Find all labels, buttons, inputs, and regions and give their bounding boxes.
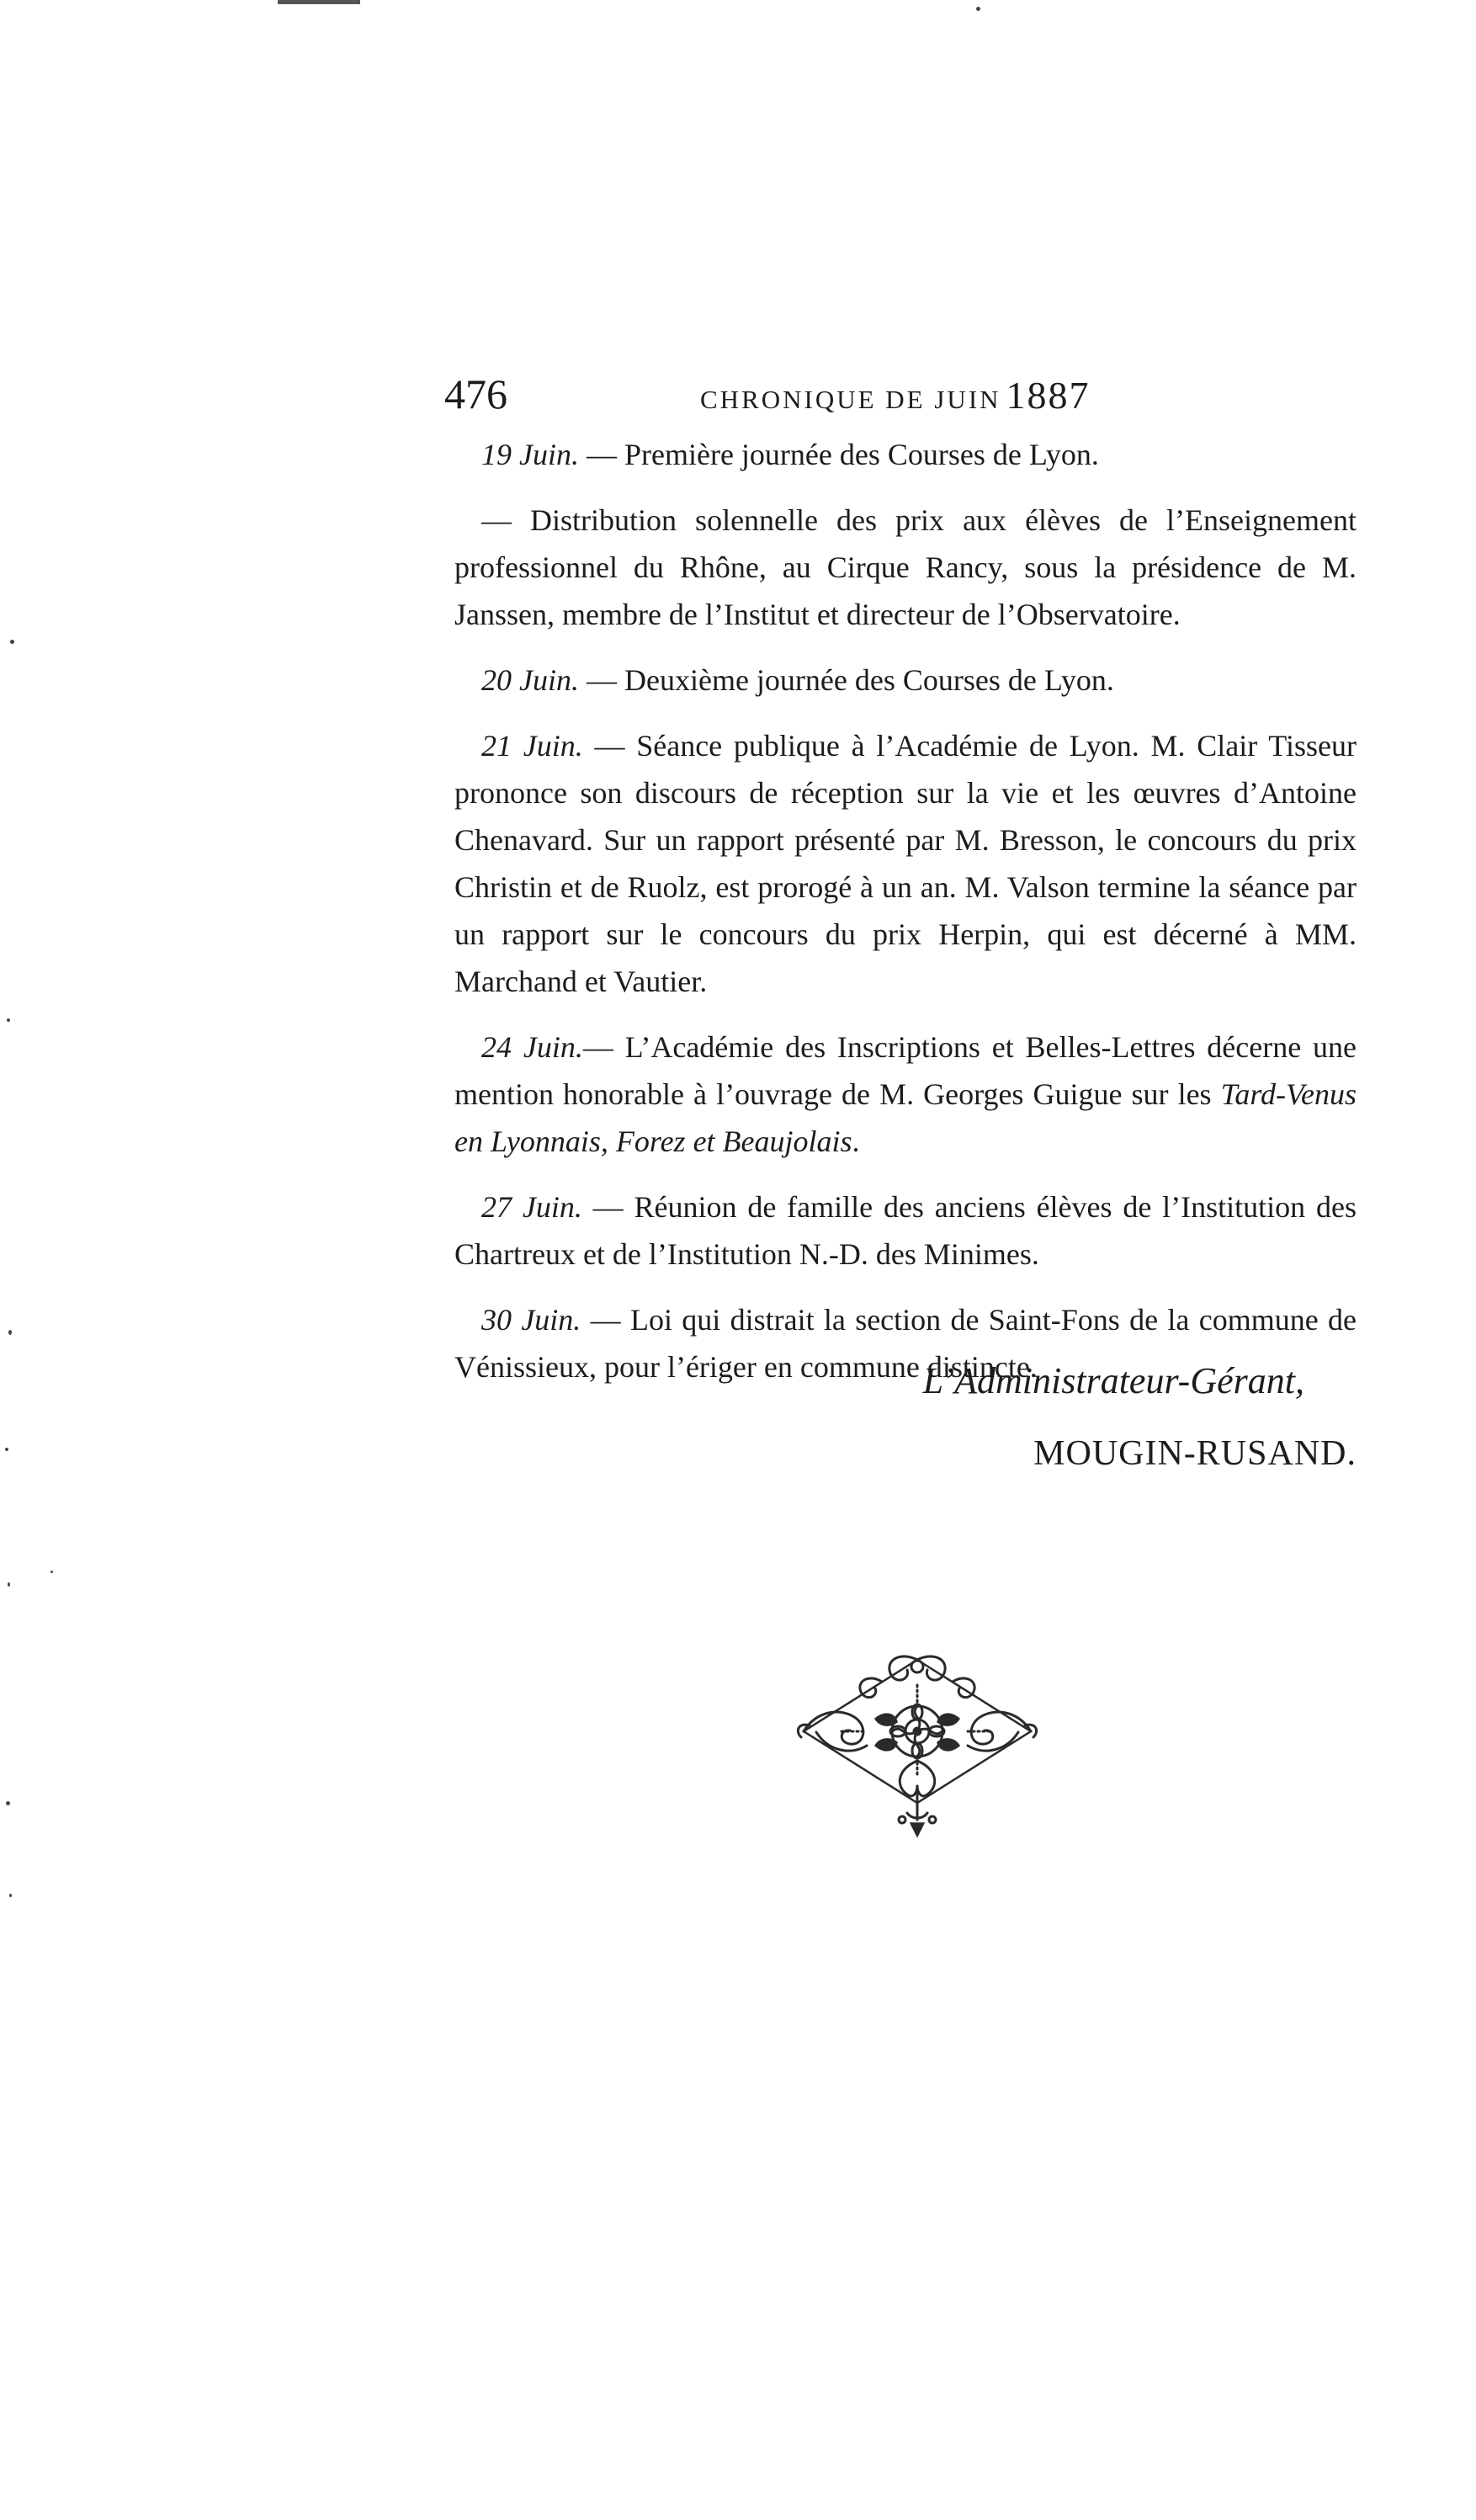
floral-ornament-icon <box>791 1651 1043 1847</box>
entry-text: — Loi qui distrait la section de Saint-Fons de la commune de Vénissieux, pour l’ériger en commune distincte. <box>454 1303 1357 1384</box>
scan-speck <box>8 1582 10 1587</box>
scan-mark <box>278 0 360 4</box>
entry-date: 24 Juin. <box>481 1030 583 1064</box>
entry-20-juin <box>454 657 1357 704</box>
entry-27-juin <box>454 1183 1357 1278</box>
scan-speck <box>9 1894 12 1897</box>
book-title: Tard-Venus en Lyonnais, Forez et Beaujolais <box>454 1077 1357 1158</box>
entry-19-juin <box>454 431 1357 478</box>
entry-24-juin <box>454 1023 1357 1165</box>
scan-speck <box>6 1801 10 1805</box>
entry-21-juin <box>454 722 1357 1005</box>
entry-19-juin-distribution <box>454 497 1357 638</box>
entry-text: — Séance publique à l’Académie de Lyon. M. Clair Tisseur prononce son discours de réception sur la vie et les œuvres d’Antoine Chenavard. Sur un rapport présenté par M. Bresson, le concours du prix Christin et de Ruolz, est prorogé à un an. M. Valson termine la séance par un rapport sur le concours du prix Herpin, qui est décerné à MM. Marchand et Vautier. <box>454 729 1357 998</box>
entry-text: — Deuxième journée des Courses de Lyon. <box>578 663 1114 697</box>
scan-speck <box>50 1571 53 1573</box>
signature-name: MOUGIN-RUSAND. <box>1033 1434 1357 1473</box>
running-title <box>700 372 1091 423</box>
entry-date: 30 Juin. <box>481 1303 581 1337</box>
scan-speck <box>976 7 980 11</box>
entry-text: — L’Académie des Inscriptions et Belles-Lettres décerne une mention honorable à l’ouvrage de M. Georges Guigue sur les <box>454 1030 1357 1111</box>
scan-speck <box>7 1018 10 1022</box>
scan-speck <box>10 640 14 644</box>
entry-date: 27 Juin. <box>481 1190 582 1224</box>
entry-text: — Distribution solennelle des prix aux élèves de l’Enseignement professionnel du Rhône, au Cirque Rancy, sous la présidence de M. Janssen, membre de l’Institut et directeur de l’Observatoire. <box>454 503 1357 631</box>
running-title-text: CHRONIQUE DE JUIN <box>700 385 1001 414</box>
entry-text: — Réunion de famille des anciens élèves de l’Institution des Chartreux et de l’Institution N.-D. des Minimes. <box>454 1190 1357 1271</box>
page-number: 476 <box>444 370 507 417</box>
entry-text: — Première journée des Courses de Lyon. <box>578 438 1099 471</box>
scan-speck <box>5 1448 8 1451</box>
scan-speck <box>8 1330 12 1335</box>
running-year: 1887 <box>1006 374 1091 417</box>
entry-date: 19 Juin. <box>481 438 579 471</box>
running-header <box>444 369 1102 428</box>
signature-title: L’Administrateur-Gérant, <box>922 1360 1304 1401</box>
chronicle-entries <box>454 431 1357 1409</box>
entry-date: 20 Juin. <box>481 663 579 697</box>
signature-block <box>454 1355 1357 1480</box>
entry-date: 21 Juin. <box>481 729 583 763</box>
entry-tail: . <box>852 1124 860 1158</box>
